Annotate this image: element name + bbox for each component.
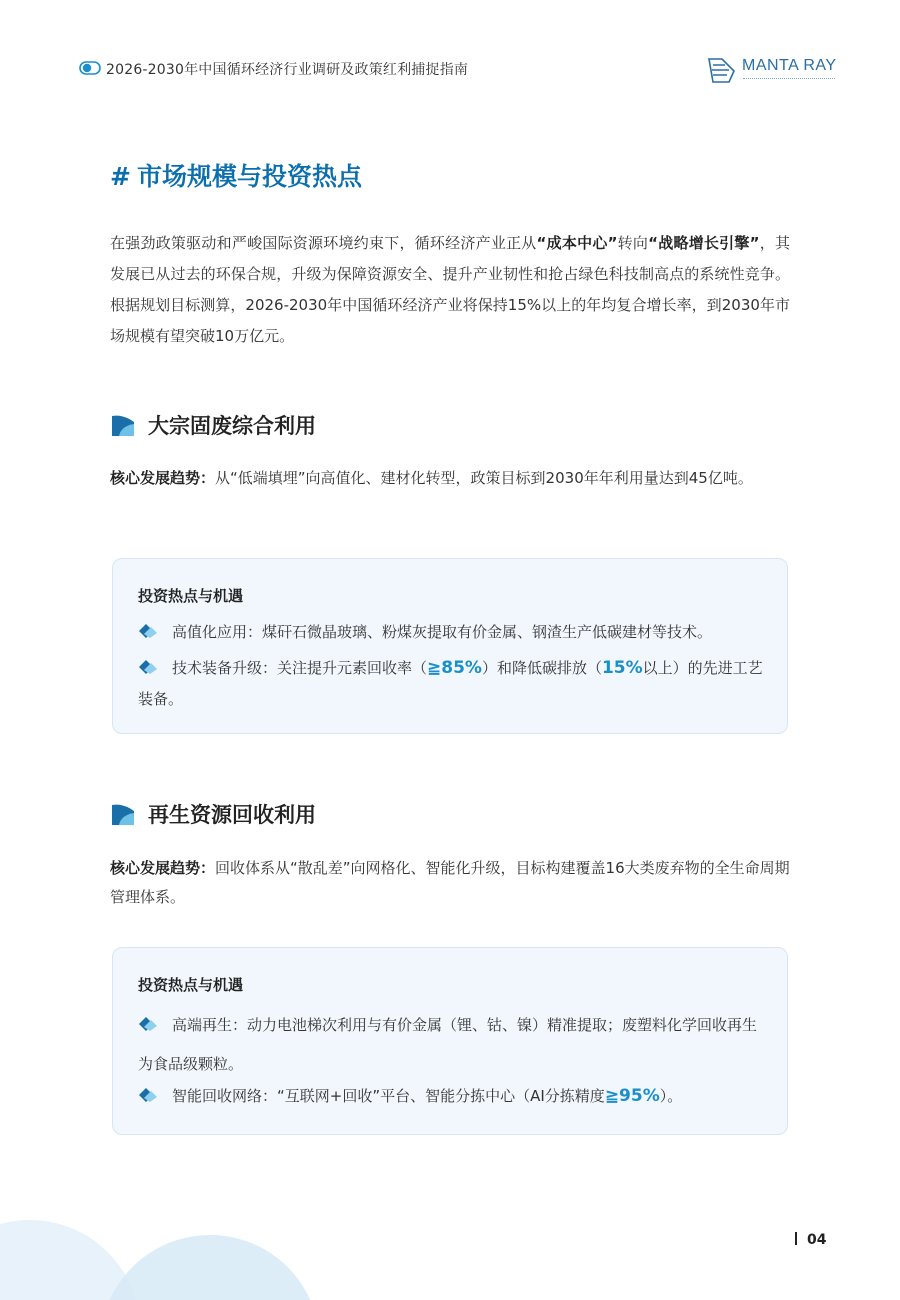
footer-decoration bbox=[0, 1210, 330, 1300]
brand-name: MANTA RAY bbox=[742, 57, 837, 74]
heading-text: 市场规模与投资热点 bbox=[136, 162, 362, 191]
toggle-dot-icon bbox=[79, 61, 101, 75]
hotspot-title: 投资热点与机遇 bbox=[138, 976, 244, 994]
trend-text: 回收体系从“散乱差”向网格化、智能化升级，目标构建覆盖16大类废弃物的全生命周期管理体系。 bbox=[110, 859, 790, 906]
intro-emphasis-1: “成本中心” bbox=[536, 234, 618, 252]
bullet-text: 技术装备升级：关注提升元素回收率（ bbox=[172, 659, 428, 677]
list-item bbox=[138, 1081, 768, 1112]
section-title-text: 再生资源回收利用 bbox=[148, 803, 316, 827]
highlight-value: ≧95% bbox=[604, 1086, 660, 1106]
bullet-text: 高端再生：动力电池梯次利用与有价金属（锂、钴、镍）精准提取；废塑料化学回收再生为食品级颗粒。 bbox=[138, 1016, 758, 1073]
bullet-text: ）。 bbox=[659, 1087, 683, 1105]
trend-label: 核心发展趋势： bbox=[110, 859, 216, 877]
manta-ray-logo-icon bbox=[707, 55, 737, 85]
section-title-recycling bbox=[112, 799, 412, 829]
bullet-text: 智能回收网络：“互联网+回收”平台、智能分拣中心（AI分拣精度 bbox=[172, 1087, 605, 1105]
page-number bbox=[795, 1232, 826, 1248]
intro-text-1: 在强劲政策驱动和严峻国际资源环境约束下，循环经济产业正从 bbox=[110, 234, 537, 252]
bullet-text: ）和降低碳排放（ bbox=[481, 659, 602, 677]
diamond-bullet-icon bbox=[138, 1016, 158, 1032]
bullet-text: 以上）的先进工艺装备。 bbox=[138, 659, 763, 708]
page-number-divider bbox=[795, 1232, 797, 1245]
brand-tagline-rule bbox=[743, 78, 835, 81]
list-item bbox=[138, 617, 768, 648]
trend-text: 从“低端填埋”向高值化、建材化转型，政策目标到2030年年利用量达到45亿吨。 bbox=[215, 469, 753, 487]
intro-text-3: ，其发展已从过去的环保合规，升级为保障资源安全、提升产业韧性和抢占绿色科技制高点的系统性竞争。根据规划目标测算，2026-2030年中国循环经济产业将保持15%以上的年均复合增长率，到2030年市场规模有望突破10万亿元。 bbox=[110, 234, 790, 345]
hotspot-box bbox=[112, 947, 788, 1135]
list-item bbox=[138, 1006, 768, 1084]
section-flag-icon bbox=[112, 414, 134, 436]
list-item bbox=[138, 653, 768, 715]
bullet-text: 高值化应用：煤矸石微晶玻璃、粉煤灰提取有价金属、钢渣生产低碳建材等技术。 bbox=[172, 623, 713, 641]
section-flag-icon bbox=[112, 803, 134, 825]
trend-paragraph bbox=[110, 854, 790, 912]
highlight-value: ≧85% bbox=[427, 658, 482, 678]
trend-label: 核心发展趋势： bbox=[110, 469, 216, 487]
brand-logo bbox=[707, 55, 839, 87]
section-title-text: 大宗固废综合利用 bbox=[148, 414, 316, 438]
diamond-bullet-icon bbox=[138, 659, 158, 675]
page-heading bbox=[110, 157, 362, 193]
page-header bbox=[0, 0, 900, 100]
page-number-text: 04 bbox=[807, 1232, 827, 1248]
intro-paragraph bbox=[110, 228, 790, 352]
hotspot-box bbox=[112, 558, 788, 734]
highlight-value: 15% bbox=[601, 658, 643, 678]
diamond-bullet-icon bbox=[138, 1087, 158, 1103]
section-title-solid-waste bbox=[112, 410, 412, 440]
intro-emphasis-2: “战略增长引擎” bbox=[648, 234, 760, 252]
heading-hash: # bbox=[110, 162, 131, 191]
trend-paragraph bbox=[110, 464, 790, 493]
document-title: 2026-2030年中国循环经济行业调研及政策红利捕捉指南 bbox=[106, 62, 469, 78]
diamond-bullet-icon bbox=[138, 623, 158, 639]
intro-text-2: 转向 bbox=[617, 234, 649, 252]
hotspot-title: 投资热点与机遇 bbox=[138, 587, 244, 605]
